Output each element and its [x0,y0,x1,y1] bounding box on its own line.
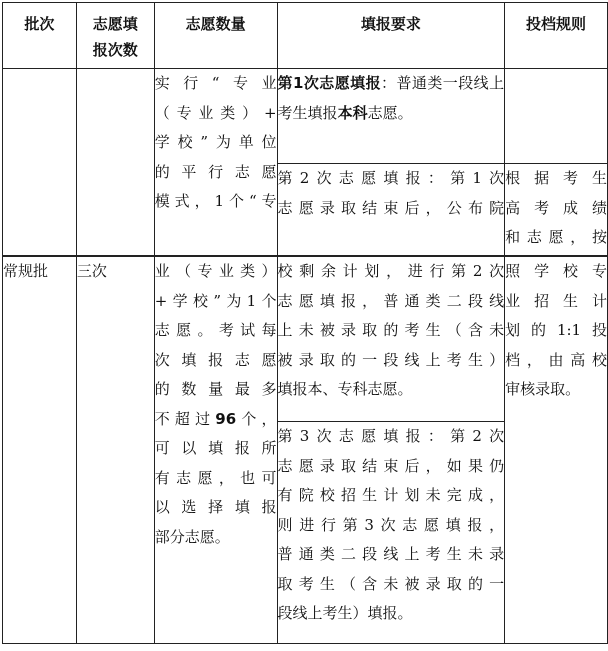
quantity-cell: 业（专业类） +学校”为1个 志愿。考试每 次填报志愿 的数量最多 不超过96个， 可以填报所 有志愿，也可 以选择填报 部分志愿。 [154,257,277,644]
admission-table-part1 [2,2,608,256]
header-requirement: 填报要求 [277,3,505,69]
requirement-first-round: 第1次志愿填报：普通类一段线上考生填报本科志愿。 [277,69,505,164]
quantity-cell-p1: 实行“专业 （专业类）+ 学校”为单位 的平行志愿 模式，1个“专 [154,69,277,256]
rule-cell-p1: 根据考生 高考成绩 和志愿，按 [505,164,608,256]
batch-cell: 常规批 [3,257,77,644]
header-batch: 批次 [3,3,77,69]
requirement-third-round: 第3次志愿填报：第2次 志愿录取结束后，如果仍 有院校招生计划未完成， 则进行第3次志愿填报， 普通类二段线上考生未录 取考生（含未被录取的一 段线上考生）填报。 [277,422,505,644]
header-quantity: 志愿数量 [154,3,277,69]
count-cell: 三次 [76,257,154,644]
rule-cell: 照学校专 业招生计 划的1:1投 档，由高校 审核录取。 [505,257,608,644]
header-rule: 投档规则 [505,3,608,69]
count-cell-p1 [76,69,154,256]
admission-table-part2 [2,256,608,644]
batch-cell-p1 [3,69,77,256]
requirement-second-round-p1: 第2次志愿填报：第1次 志愿录取结束后，公布院 [277,164,505,256]
header-count: 志愿填 报次数 [76,3,154,69]
requirement-second-round: 校剩余计划，进行第2次 志愿填报，普通类二段线 上未被录取的考生（含未 被录取的一段线上考生） 填报本、专科志愿。 [277,257,505,422]
rule-top-cell-p1 [505,69,608,164]
